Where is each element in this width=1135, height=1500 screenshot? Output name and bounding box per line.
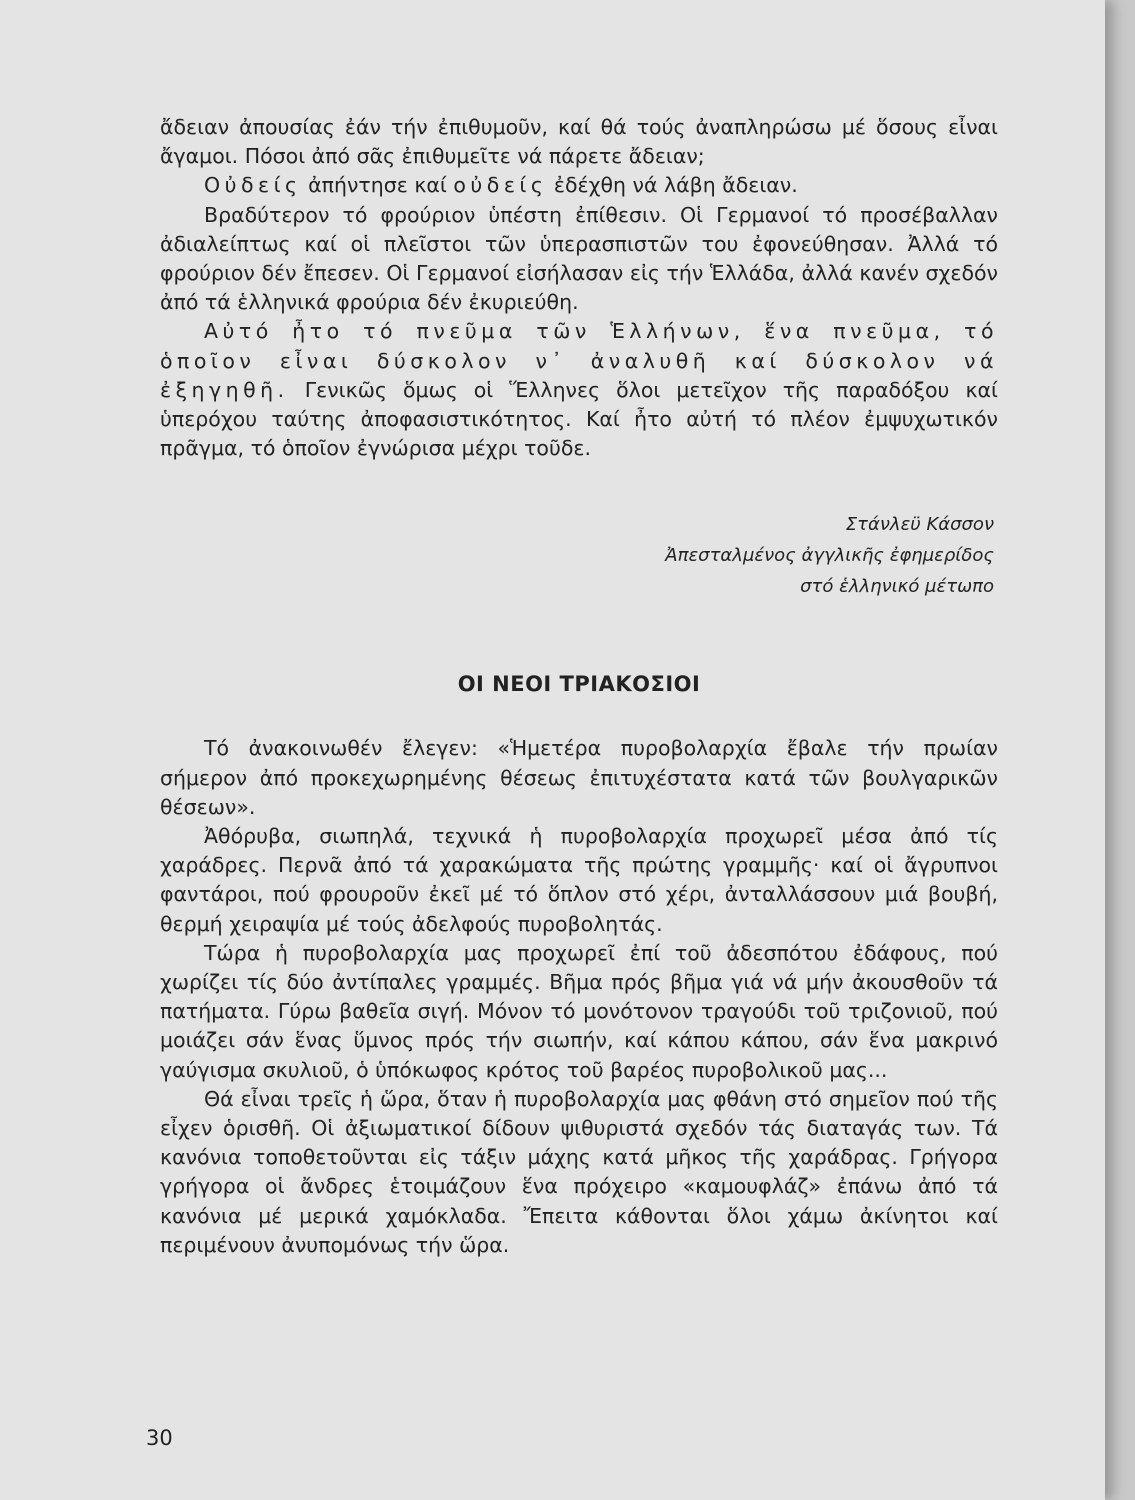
paragraph-4-rest: Γενικῶς ὅμως οἱ Ἕλληνες ὅλοι μετεῖχον τῆς παραδόξου καί ὑπερόχου ταύτης ἀποφασιστικότητος. Καί ἦτο αὐτή τό πλέον ἐμψυχωτικόν πρᾶγμα, τό ὁποῖον ἐγνώρισα μέχρι τοῦδε.	[160, 377, 998, 461]
paragraph-3: Βραδύτερον τό φρούριον ὑπέστη ἐπίθεσιν. Οἱ Γερμανοί τό προσέβαλλαν ἀδιαλείπτως καί οἱ πλεῖστοι τῶν ὑπερασπιστῶν του ἐφονεύθησαν. Ἀλλά τό φρούριον δέν ἔπεσεν. Οἱ Γερμανοί εἰσήλασαν εἰς τήν Ἑλλάδα, ἀλλά κανέν σχεδόν ἀπό τά ἑλληνικά φρούρια δέν ἐκυριεύθη.	[160, 202, 998, 315]
paragraph-5: Τό ἀνακοινωθέν ἔλεγεν: «Ἡμετέρα πυροβολαρχία ἔβαλε τήν πρωίαν σήμερον ἀπό προκεχωρημένης θέσεως ἐπιτυχέστατα κατά τῶν βουλγαρικῶν θέσεων».	[160, 736, 998, 819]
paragraph-2	[160, 171, 998, 200]
paragraph-6: Ἀθόρυβα, σιωπηλά, τεχνικά ἡ πυροβολαρχία προχωρεῖ μέσα ἀπό τίς χαράδρες. Περνᾶ ἀπό τά χαρακώματα τῆς πρώτης γραμμῆς· καί οἱ ἄγρυπνοι φαντάροι, πού φρουροῦν ἐκεῖ μέ τό ὅπλον στό χέρι, ἀνταλλάσσουν μιά βουβή, θερμή χειραψία μέ τούς ἀδελφούς πυροβολητάς.	[160, 824, 998, 936]
author-location: στό ἑλληνικό μέτωπο	[800, 576, 994, 598]
paragraph-1: ἄδειαν ἀπουσίας ἐάν τήν ἐπιθυμοῦν, καί θά τούς ἀναπληρώσω μέ ὅσους εἶναι ἄγαμοι. Πόσοι ἀπό σᾶς ἐπιθυμεῖτε νά πάρετε ἄδειαν;	[160, 115, 998, 169]
paragraph-4	[160, 317, 998, 463]
author-name: Στάνλεϋ Κάσσον	[845, 514, 994, 536]
page-number: 30	[146, 1426, 173, 1450]
text-column	[160, 113, 998, 1260]
paragraph-2-end: ἐδέχθη νά λάβη ἄδειαν.	[547, 173, 798, 198]
paragraph-8: Θά εἶναι τρεῖς ἡ ὥρα, ὅταν ἡ πυροβολαρχία μας φθάνη στό σημεῖον πού τῆς εἶχεν ὁρισθῆ. Οἱ ἀξιωματικοί δίδουν ψιθυριστά σχεδόν τάς διαταγάς των. Τά κανόνια τοποθετοῦνται εἰς τάξιν μάχης κατά μῆκος τῆς χαράδρας. Γρήγορα γρήγορα οἱ ἄνδρες ἑτοιμάζουν ἕνα πρόχειρο «καμουφλάζ» ἐπάνω ἀπό τά κανόνια μέ μερικά χαμόκλαδα. Ἔπειτα κάθονται ὅλοι χάμω ἀκίνητοι καί περιμένουν ἀνυπομόνως τήν ὥρα.	[160, 1086, 998, 1257]
author-signature	[160, 509, 998, 602]
emphasis-spaced: Οὐδείς	[204, 173, 302, 198]
paragraph-7: Τώρα ἡ πυροβολαρχία μας προχωρεῖ ἐπί τοῦ ἀδεσπότου ἐδάφους, πού χωρίζει τίς δύο ἀντίπαλες γραμμές. Βῆμα πρός βῆμα γιά νά μήν ἀκουσθοῦν τά πατήματα. Γύρω βαθεῖα σιγή. Μόνον τό μονότονον τραγούδι τοῦ τριζονιοῦ, πού μοιάζει σάν ἕνας ὕμνος πρός τήν σιωπήν, καί κάπου κάπου, σάν ἕνα μακρινό γαύγισμα σκυλιοῦ, ὁ ὑπόκωφος κρότος τοῦ βαρέος πυροβολικοῦ μας...	[160, 940, 998, 1082]
emphasis-spaced: Αὐτό ἦτο τό πνεῦμα τῶν Ἑλλήνων, ἕνα πνεῦμα, τό ὁποῖον εἶναι δύσκολον ν᾽ ἀναλυθῆ καί δύσκολον νά ἐξηγηθῆ.	[160, 319, 998, 402]
author-role: Ἀπεσταλμένος ἀγγλικῆς ἐφημερίδος	[665, 545, 994, 567]
emphasis-spaced: οὐδείς	[453, 173, 548, 198]
section-heading: ΟΙ ΝΕΟΙ ΤΡΙΑΚΟΣΙΟΙ	[457, 672, 701, 697]
paragraph-2-middle: ἀπήντησε καί	[301, 173, 454, 198]
